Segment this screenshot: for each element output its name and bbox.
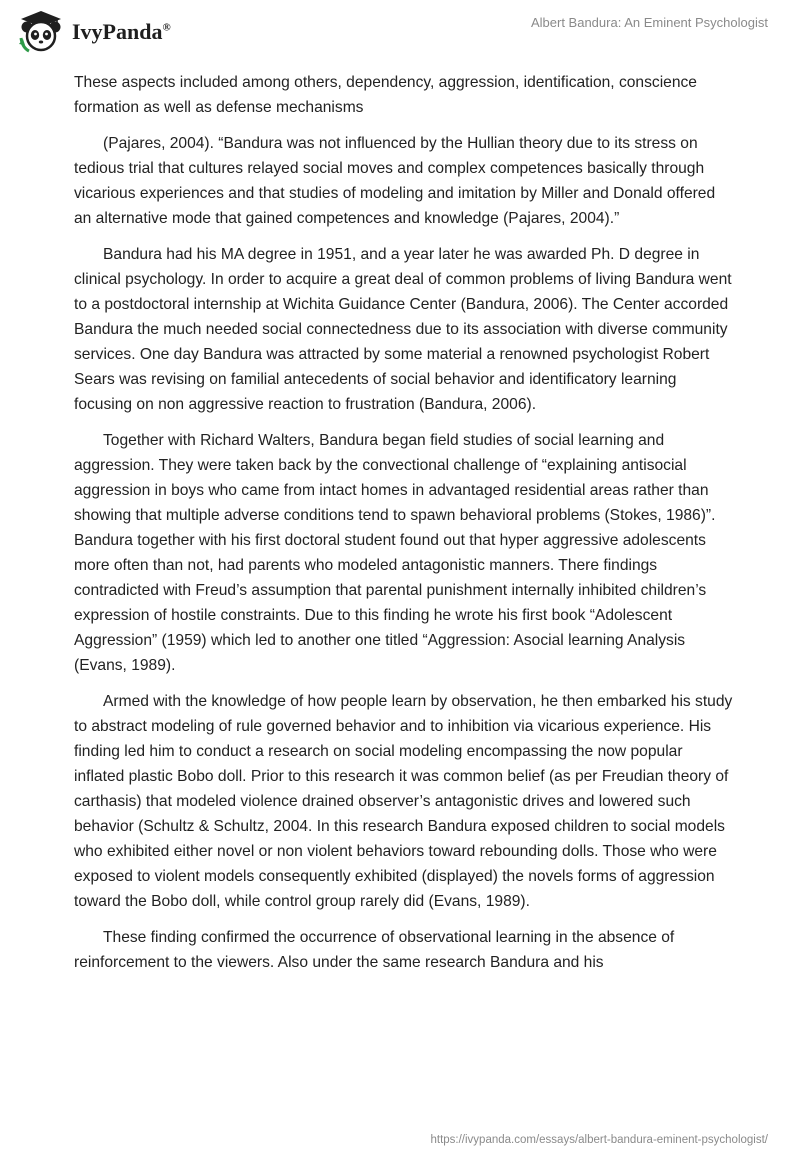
document-title: Albert Bandura: An Eminent Psychologist bbox=[530, 15, 768, 30]
ivypanda-logo[interactable] bbox=[16, 8, 171, 54]
paragraph: Together with Richard Walters, Bandura began field studies of social learning and aggression. They were taken back by the convectional challenge of “explaining antisocial aggression in boys who came from intact homes in advantaged residential areas rather than showing that multiple adverse conditions tend to spawn behavioral problems (Stokes, 1986)”. Bandura together with his first doctoral student found out that hyper aggressive adolescents more often than not, had parents who modeled antagonistic manners. There findings contradicted with Freud’s assumption that parental punishment internally inhibited children’s expression of hostile constraints. Due to this finding he wrote his first book “Adolescent Aggression” (1959) which led to another one titled “Aggression: Asocial learning Analysis (Evans, 1989). bbox=[74, 432, 716, 674]
paragraph: Armed with the knowledge of how people learn by observation, he then embarked his study to abstract modeling of rule governed behavior and to inhibition via vicarious experience. His finding led him to conduct a research on social modeling encompassing the now popular inflated plastic Bobo doll. Prior to this research it was common belief (as per Freudian theory of carthasis) that modeled violence drained observer’s antagonistic drives and lowered such behavior (Schultz & Schultz, 2004. In this research Bandura exposed children to social models who exhibited either novel or non violent behaviors toward rebounding dolls. Those who were exposed to violent models consequently exhibited (displayed) the novels forms of aggression toward the Bobo doll, while control group rarely did (Evans, 1989). bbox=[74, 693, 733, 910]
paragraph: These finding confirmed the occurrence of observational learning in the absence of reinforcement to the viewers. Also under the same research Bandura and his bbox=[74, 929, 675, 971]
source-url-link[interactable]: https://ivypanda.com/essays/albert-bandura-eminent-psychologist/ bbox=[430, 1134, 768, 1146]
paragraph: Bandura had his MA degree in 1951, and a year later he was awarded Ph. D degree in clinical psychology. In order to acquire a great deal of common problems of living Bandura went to a postdoctoral internship at Wichita Guidance Center (Bandura, 2006). The Center accorded Bandura the much needed social connectedness due to its association with diverse community services. One day Bandura was attracted by some material a renowned psychologist Robert Sears was revising on familial antecedents of social behavior and identificatory learning focusing on non aggressive reaction to frustration (Bandura, 2006). bbox=[74, 246, 732, 413]
brand-name bbox=[72, 19, 171, 45]
paragraph: These aspects included among others, dependency, aggression, identification, conscience formation as well as defense mechanisms bbox=[74, 74, 697, 116]
panda-graduate-icon bbox=[16, 8, 66, 54]
paragraph: (Pajares, 2004). “Bandura was not influenced by the Hullian theory due to its stress on tedious trial that cultures relayed social moves and complex competences basically through vicarious experiences and that studies of modeling and imitation by Miller and Donald offered an alternative mode that gained competences and knowledge (Pajares, 2004).” bbox=[74, 135, 716, 227]
page-header bbox=[0, 0, 800, 70]
essay-body bbox=[74, 70, 734, 986]
registered-mark: ® bbox=[162, 21, 171, 34]
brand-text: IvyPanda bbox=[72, 19, 163, 44]
